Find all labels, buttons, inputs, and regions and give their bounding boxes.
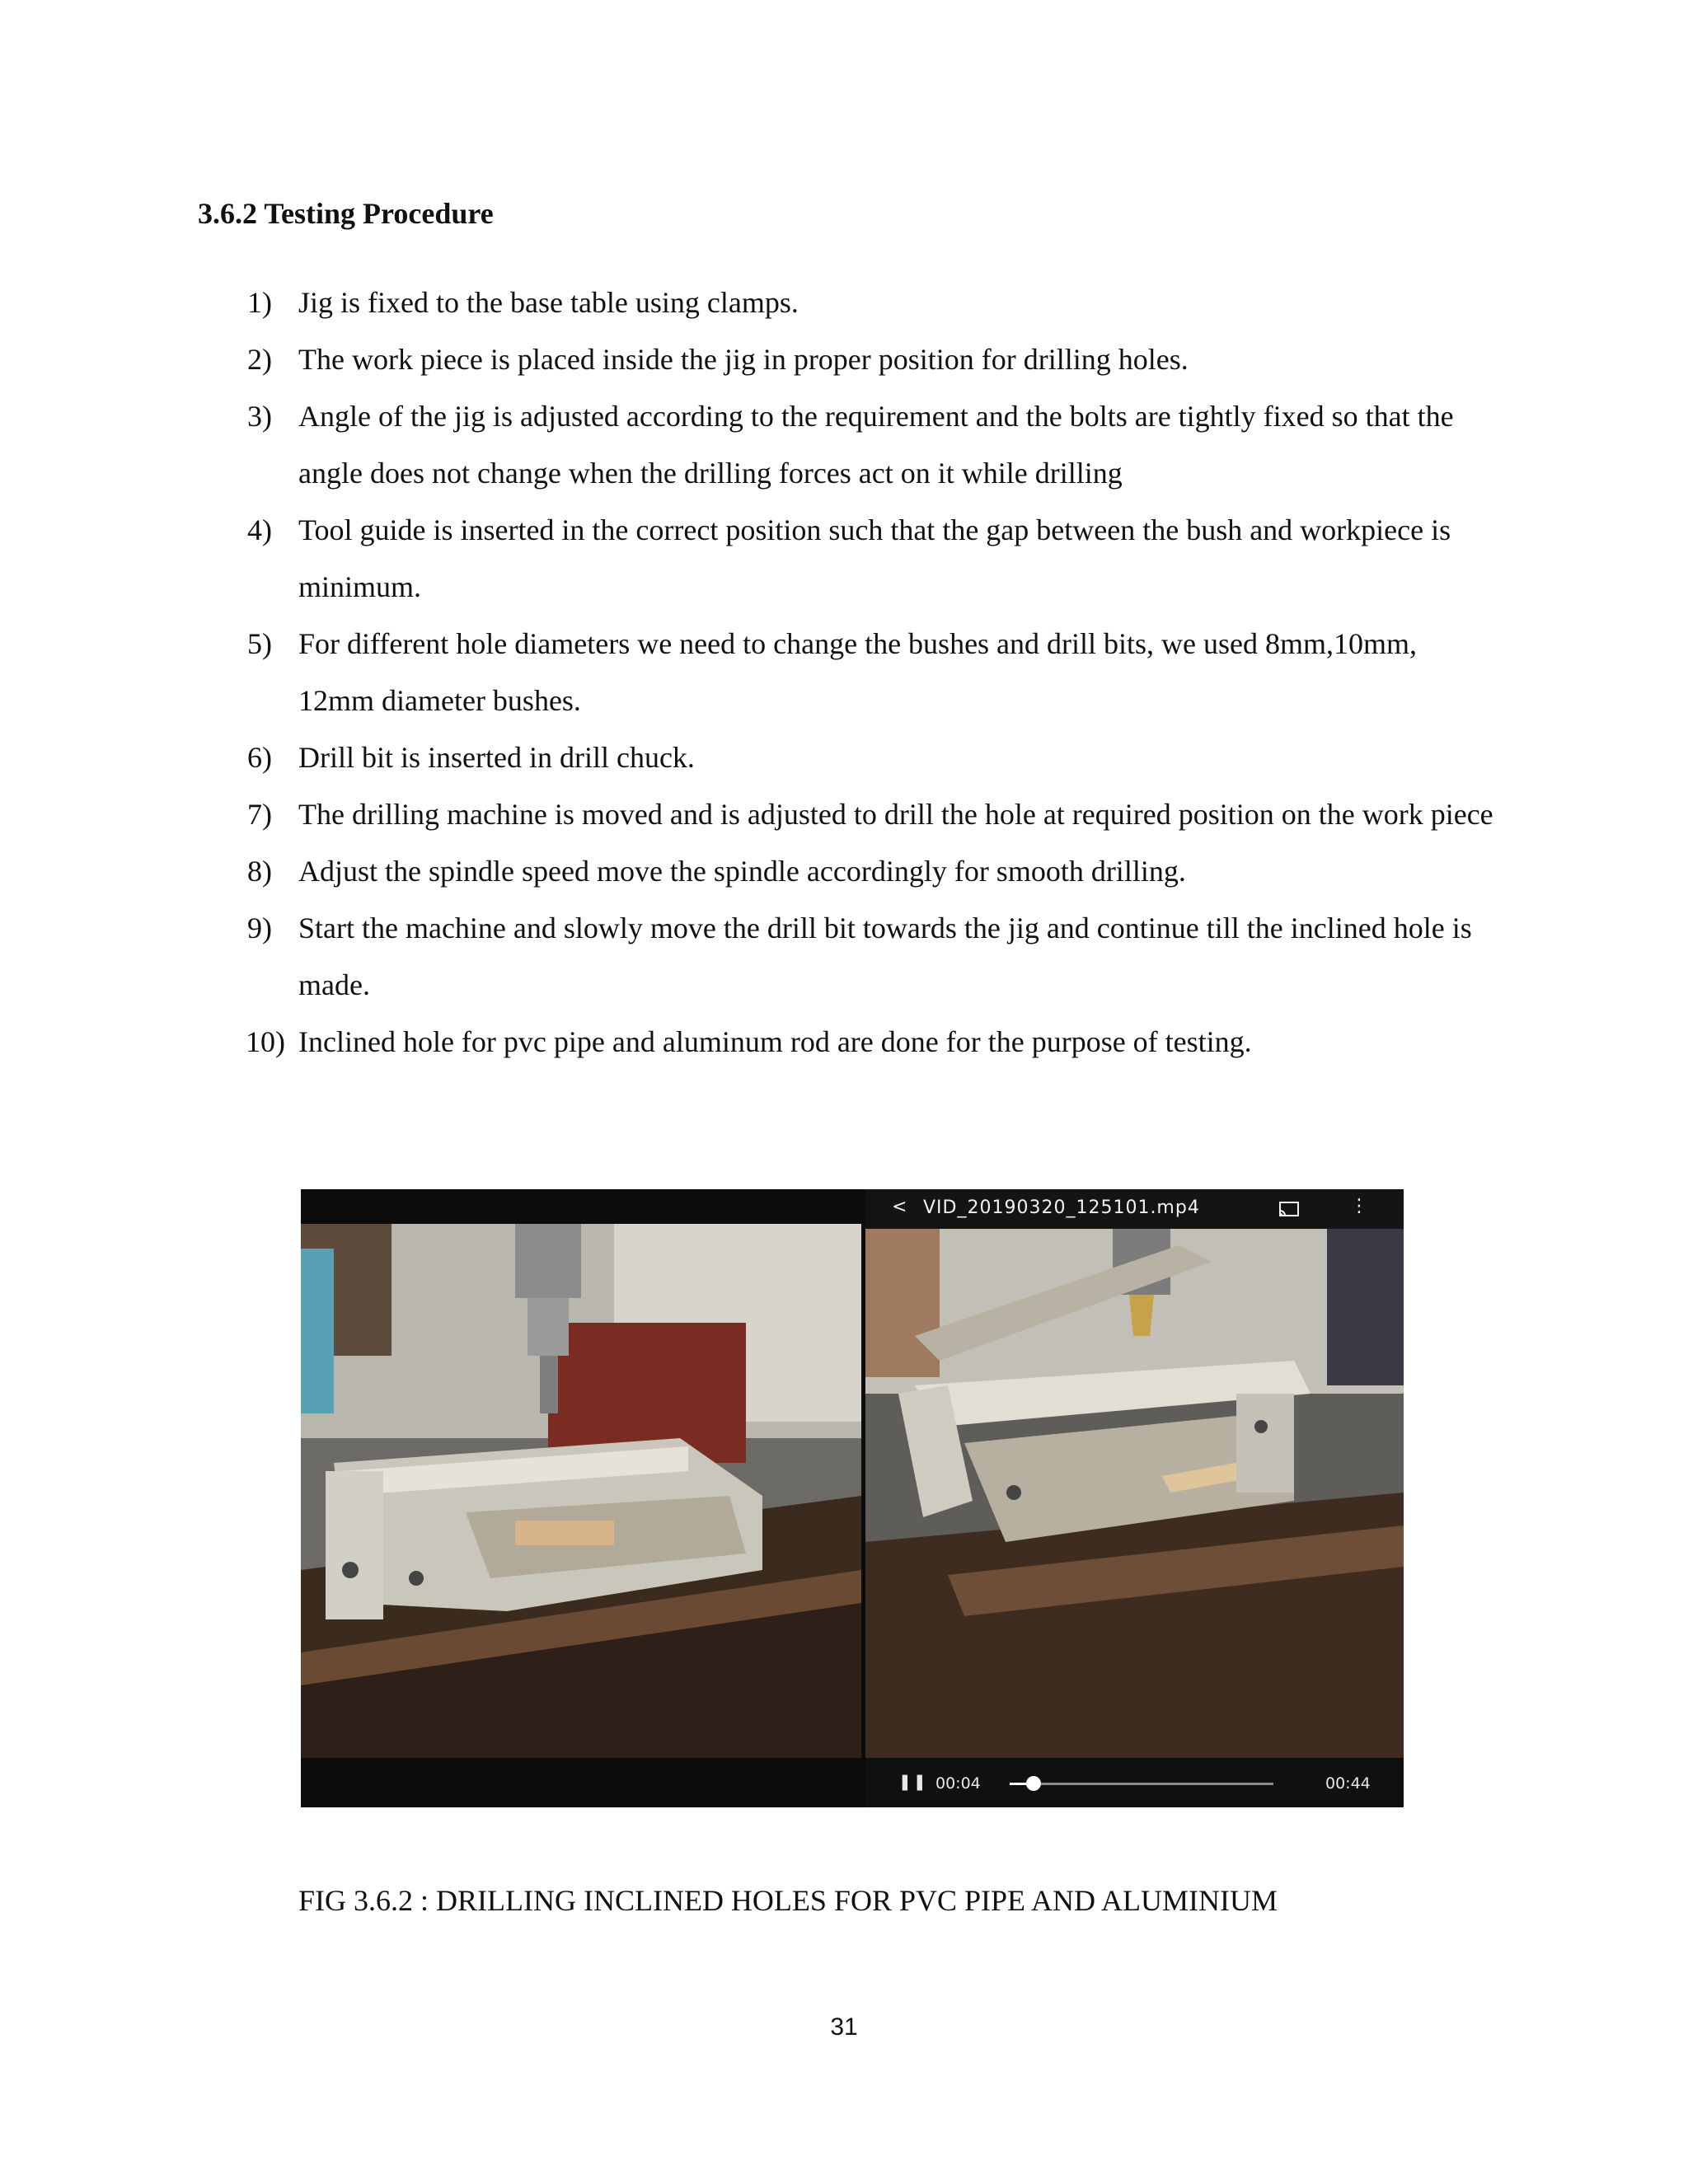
step-text: Start the machine and slowly move the drill bit towards the jig and continue till the inclined hole is made. — [298, 912, 1472, 1001]
step-text: For different hole diameters we need to change the bushes and drill bits, we used 8mm,10mm, 12mm diameter bushes. — [298, 627, 1418, 717]
seek-thumb[interactable] — [1026, 1776, 1041, 1791]
current-time: 00:04 — [935, 1774, 981, 1793]
video-duration: 00:44 — [1325, 1774, 1371, 1793]
cast-icon[interactable] — [1278, 1201, 1301, 1224]
cast-icon-glyph — [1278, 1201, 1301, 1219]
step-text: The drilling machine is moved and is adjusted to drill the hole at required position on the work piece — [298, 798, 1493, 831]
video-controls — [865, 1760, 1404, 1807]
step-number: 8) — [247, 855, 272, 888]
list-item — [247, 729, 1500, 786]
step-number: 10) — [246, 1025, 285, 1058]
list-item — [247, 502, 1500, 616]
video-player-top-bar — [865, 1189, 1404, 1229]
procedure-list — [247, 274, 1500, 1071]
step-text: Adjust the spindle speed move the spindle accordingly for smooth drilling. — [298, 855, 1186, 888]
drilling-photo-left — [301, 1224, 861, 1758]
step-number: 9) — [247, 912, 272, 944]
drilling-photo-right — [865, 1229, 1404, 1758]
step-number: 7) — [247, 798, 272, 831]
step-text: Tool guide is inserted in the correct position such that the gap between the bush and workpiece is minimum. — [298, 513, 1451, 603]
step-number: 2) — [247, 343, 272, 376]
step-number: 3) — [247, 400, 272, 433]
list-item — [247, 843, 1500, 900]
list-item — [247, 900, 1500, 1014]
seek-bar[interactable] — [1010, 1783, 1273, 1785]
step-number: 4) — [247, 513, 272, 546]
list-item — [247, 786, 1500, 843]
page-number: 31 — [830, 2013, 858, 2041]
step-number: 6) — [247, 741, 272, 774]
step-text: The work piece is placed inside the jig in proper position for drilling holes. — [298, 343, 1189, 376]
list-item — [247, 274, 1500, 331]
step-text: Drill bit is inserted in drill chuck. — [298, 741, 695, 774]
video-filename: VID_20190320_125101.mp4 — [923, 1197, 1200, 1218]
list-item — [247, 331, 1500, 388]
step-text: Jig is fixed to the base table using clamps. — [298, 286, 799, 319]
list-item — [247, 388, 1500, 502]
back-button[interactable]: < — [892, 1197, 907, 1217]
step-number: 5) — [247, 627, 272, 660]
figure-drilling-photos — [301, 1189, 1404, 1807]
figure-caption: FIG 3.6.2 : DRILLING INCLINED HOLES FOR PVC PIPE AND ALUMINIUM — [298, 1884, 1278, 1917]
step-text: Inclined hole for pvc pipe and aluminum rod are done for the purpose of testing. — [298, 1025, 1252, 1058]
more-options-icon[interactable]: ⋮ — [1350, 1196, 1368, 1216]
list-item — [247, 1014, 1500, 1071]
section-heading: 3.6.2 Testing Procedure — [198, 197, 494, 230]
pause-icon[interactable]: ❚❚ — [898, 1773, 928, 1791]
step-text: Angle of the jig is adjusted according to the requirement and the bolts are tightly fixed so that the angle does not change when the drilling forces act on it while drilling — [298, 400, 1454, 490]
drilling-jig-image — [301, 1224, 861, 1758]
list-item — [247, 616, 1500, 729]
step-number: 1) — [247, 286, 272, 319]
drilling-jig-image-angled — [865, 1229, 1404, 1758]
